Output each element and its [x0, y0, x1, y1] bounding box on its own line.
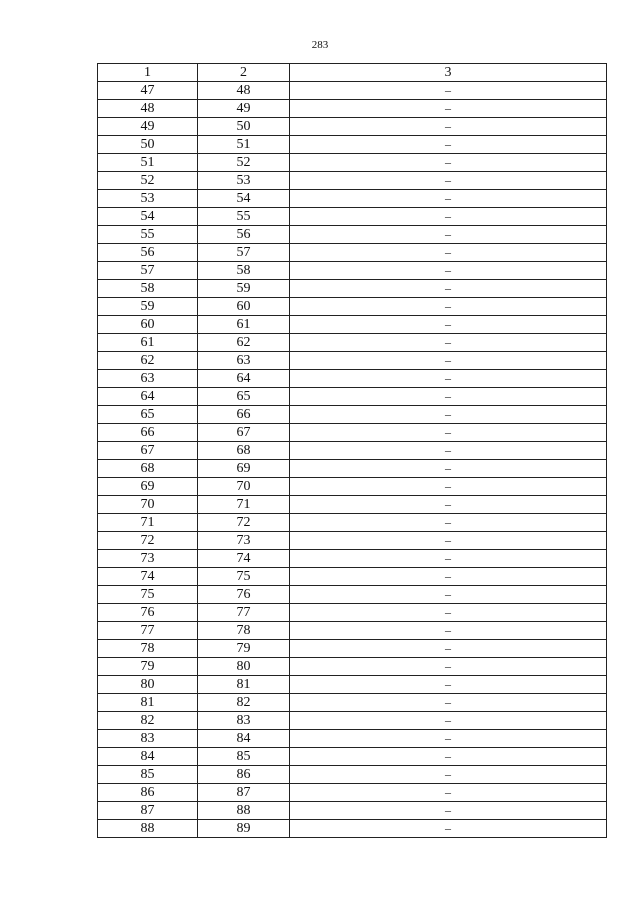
table-cell-col2: 88 — [198, 802, 290, 820]
table-cell-col3: – — [290, 586, 607, 604]
table-cell-col1: 79 — [98, 658, 198, 676]
table-cell-col1: 67 — [98, 442, 198, 460]
table-cell-col1: 68 — [98, 460, 198, 478]
table-row — [98, 802, 607, 820]
table-cell-col3: – — [290, 82, 607, 100]
table-cell-col3: – — [290, 784, 607, 802]
table-row — [98, 442, 607, 460]
table-cell-col1: 75 — [98, 586, 198, 604]
table-cell-col1: 73 — [98, 550, 198, 568]
table-row — [98, 298, 607, 316]
table-cell-col3: – — [290, 640, 607, 658]
table-row — [98, 388, 607, 406]
table-cell-col1: 85 — [98, 766, 198, 784]
table-cell-col2: 53 — [198, 172, 290, 190]
table-cell-col3: – — [290, 190, 607, 208]
column-header-2: 2 — [198, 64, 290, 82]
table-cell-col1: 74 — [98, 568, 198, 586]
table-cell-col3: – — [290, 802, 607, 820]
table-row — [98, 280, 607, 298]
table-cell-col1: 57 — [98, 262, 198, 280]
table-header — [98, 64, 607, 82]
table-row — [98, 640, 607, 658]
table-cell-col3: – — [290, 316, 607, 334]
table-cell-col1: 59 — [98, 298, 198, 316]
table-row — [98, 820, 607, 838]
table-cell-col3: – — [290, 766, 607, 784]
table-row — [98, 190, 607, 208]
table-cell-col2: 65 — [198, 388, 290, 406]
table-row — [98, 352, 607, 370]
table-cell-col3: – — [290, 550, 607, 568]
table-cell-col1: 77 — [98, 622, 198, 640]
table-row — [98, 622, 607, 640]
table-cell-col3: – — [290, 694, 607, 712]
table-cell-col2: 59 — [198, 280, 290, 298]
table-cell-col3: – — [290, 658, 607, 676]
table-cell-col2: 55 — [198, 208, 290, 226]
table-cell-col1: 52 — [98, 172, 198, 190]
table-row — [98, 514, 607, 532]
table-cell-col3: – — [290, 748, 607, 766]
table-cell-col1: 63 — [98, 370, 198, 388]
table-row — [98, 496, 607, 514]
table-cell-col1: 78 — [98, 640, 198, 658]
table-cell-col3: – — [290, 406, 607, 424]
table-cell-col1: 82 — [98, 712, 198, 730]
table-cell-col3: – — [290, 136, 607, 154]
table-row — [98, 784, 607, 802]
table-cell-col3: – — [290, 424, 607, 442]
table-row — [98, 730, 607, 748]
table-row — [98, 676, 607, 694]
table-row — [98, 748, 607, 766]
table-cell-col2: 70 — [198, 478, 290, 496]
table-cell-col3: – — [290, 676, 607, 694]
table-cell-col2: 78 — [198, 622, 290, 640]
table-cell-col3: – — [290, 298, 607, 316]
table-cell-col1: 53 — [98, 190, 198, 208]
table-cell-col1: 65 — [98, 406, 198, 424]
table-body — [98, 82, 607, 838]
table-cell-col1: 62 — [98, 352, 198, 370]
table-cell-col3: – — [290, 460, 607, 478]
table-cell-col1: 81 — [98, 694, 198, 712]
table-row — [98, 118, 607, 136]
table-cell-col1: 80 — [98, 676, 198, 694]
table-row — [98, 658, 607, 676]
table-cell-col2: 52 — [198, 154, 290, 172]
table-cell-col2: 85 — [198, 748, 290, 766]
table-cell-col1: 50 — [98, 136, 198, 154]
table-cell-col3: – — [290, 604, 607, 622]
table-row — [98, 766, 607, 784]
table-cell-col1: 47 — [98, 82, 198, 100]
table-cell-col1: 72 — [98, 532, 198, 550]
table-cell-col2: 83 — [198, 712, 290, 730]
table-cell-col2: 76 — [198, 586, 290, 604]
table-row — [98, 100, 607, 118]
table-cell-col2: 67 — [198, 424, 290, 442]
table-row — [98, 604, 607, 622]
table-cell-col2: 54 — [198, 190, 290, 208]
table-cell-col2: 87 — [198, 784, 290, 802]
table-row — [98, 694, 607, 712]
table-cell-col2: 63 — [198, 352, 290, 370]
table-cell-col2: 74 — [198, 550, 290, 568]
table-cell-col2: 86 — [198, 766, 290, 784]
table-row — [98, 712, 607, 730]
table-cell-col1: 70 — [98, 496, 198, 514]
table-cell-col3: – — [290, 712, 607, 730]
table-cell-col1: 71 — [98, 514, 198, 532]
table-row — [98, 208, 607, 226]
table-cell-col2: 48 — [198, 82, 290, 100]
table-cell-col1: 54 — [98, 208, 198, 226]
table-cell-col1: 88 — [98, 820, 198, 838]
table-row — [98, 406, 607, 424]
table-cell-col3: – — [290, 100, 607, 118]
table-row — [98, 244, 607, 262]
table-cell-col1: 76 — [98, 604, 198, 622]
table-row — [98, 532, 607, 550]
table-cell-col1: 55 — [98, 226, 198, 244]
table-cell-col2: 75 — [198, 568, 290, 586]
table-cell-col1: 83 — [98, 730, 198, 748]
table-row — [98, 136, 607, 154]
table-cell-col2: 73 — [198, 532, 290, 550]
table-row — [98, 478, 607, 496]
table-row — [98, 226, 607, 244]
table-row — [98, 424, 607, 442]
table-cell-col2: 64 — [198, 370, 290, 388]
table-cell-col2: 60 — [198, 298, 290, 316]
table-cell-col3: – — [290, 478, 607, 496]
table-cell-col2: 69 — [198, 460, 290, 478]
table-cell-col3: – — [290, 388, 607, 406]
table-cell-col3: – — [290, 820, 607, 838]
table-row — [98, 460, 607, 478]
table-cell-col1: 64 — [98, 388, 198, 406]
table-cell-col2: 71 — [198, 496, 290, 514]
table-cell-col2: 79 — [198, 640, 290, 658]
table-cell-col3: – — [290, 334, 607, 352]
table-cell-col2: 61 — [198, 316, 290, 334]
table-cell-col3: – — [290, 226, 607, 244]
table-row — [98, 370, 607, 388]
table-cell-col2: 50 — [198, 118, 290, 136]
table-cell-col3: – — [290, 496, 607, 514]
header-row — [98, 64, 607, 82]
table-cell-col2: 66 — [198, 406, 290, 424]
table-cell-col3: – — [290, 172, 607, 190]
table-cell-col3: – — [290, 622, 607, 640]
table-row — [98, 334, 607, 352]
table-row — [98, 82, 607, 100]
table-row — [98, 316, 607, 334]
table-row — [98, 550, 607, 568]
table-row — [98, 568, 607, 586]
table-cell-col3: – — [290, 262, 607, 280]
table-cell-col3: – — [290, 442, 607, 460]
table-cell-col1: 56 — [98, 244, 198, 262]
table-cell-col2: 89 — [198, 820, 290, 838]
table-cell-col3: – — [290, 244, 607, 262]
table-cell-col1: 86 — [98, 784, 198, 802]
column-header-3: 3 — [290, 64, 607, 82]
table-cell-col3: – — [290, 352, 607, 370]
table-cell-col1: 49 — [98, 118, 198, 136]
table-cell-col2: 84 — [198, 730, 290, 748]
table-cell-col2: 77 — [198, 604, 290, 622]
table-cell-col2: 80 — [198, 658, 290, 676]
table-cell-col3: – — [290, 514, 607, 532]
table-cell-col1: 61 — [98, 334, 198, 352]
table-cell-col2: 57 — [198, 244, 290, 262]
table-cell-col2: 82 — [198, 694, 290, 712]
column-header-1: 1 — [98, 64, 198, 82]
table-row — [98, 262, 607, 280]
table-cell-col2: 56 — [198, 226, 290, 244]
table-cell-col3: – — [290, 118, 607, 136]
table-row — [98, 172, 607, 190]
table-cell-col3: – — [290, 730, 607, 748]
table-cell-col3: – — [290, 532, 607, 550]
table-cell-col3: – — [290, 568, 607, 586]
table-cell-col2: 72 — [198, 514, 290, 532]
table-cell-col3: – — [290, 280, 607, 298]
table-cell-col2: 81 — [198, 676, 290, 694]
table-row — [98, 154, 607, 172]
table-cell-col3: – — [290, 154, 607, 172]
table-cell-col3: – — [290, 370, 607, 388]
table-cell-col3: – — [290, 208, 607, 226]
table-cell-col2: 49 — [198, 100, 290, 118]
table-row — [98, 586, 607, 604]
page-number: 283 — [311, 39, 329, 51]
table-cell-col1: 58 — [98, 280, 198, 298]
table-cell-col2: 51 — [198, 136, 290, 154]
table-cell-col1: 51 — [98, 154, 198, 172]
table-cell-col2: 62 — [198, 334, 290, 352]
table-cell-col2: 58 — [198, 262, 290, 280]
table-cell-col1: 69 — [98, 478, 198, 496]
table-cell-col1: 87 — [98, 802, 198, 820]
table-cell-col1: 48 — [98, 100, 198, 118]
table-cell-col2: 68 — [198, 442, 290, 460]
table-cell-col1: 60 — [98, 316, 198, 334]
table-cell-col1: 66 — [98, 424, 198, 442]
data-table — [97, 63, 607, 838]
table-cell-col1: 84 — [98, 748, 198, 766]
